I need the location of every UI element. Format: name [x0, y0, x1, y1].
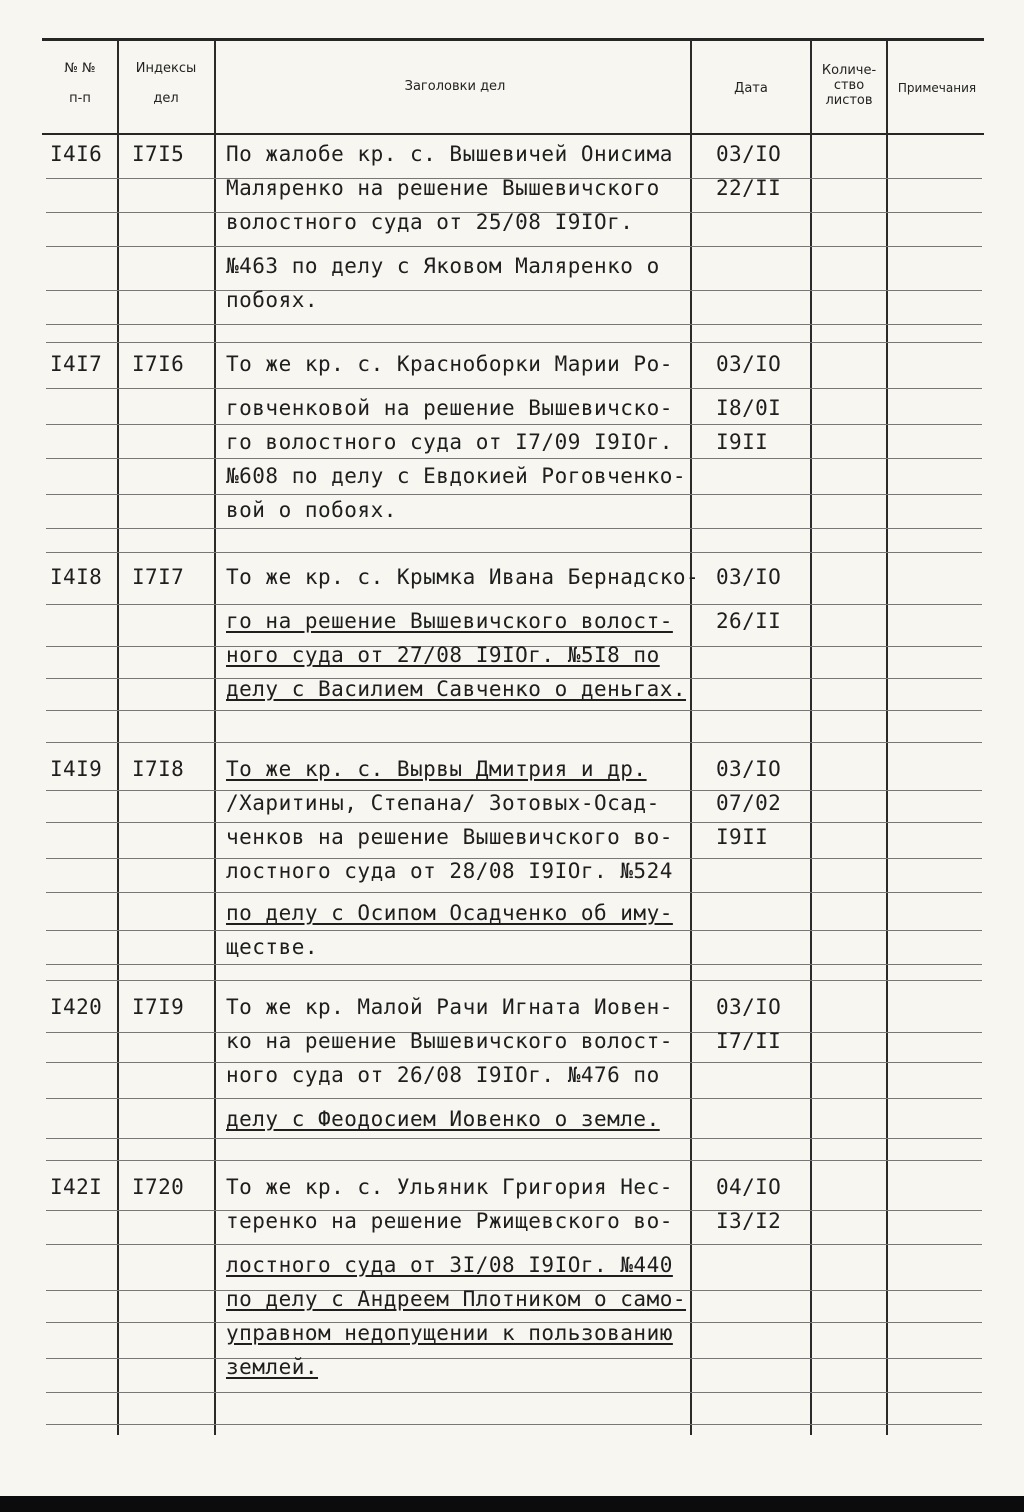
- record-title-line: То же кр. с. Ульяник Григория Нес-: [226, 1175, 673, 1199]
- record-date: 03/IO: [716, 757, 782, 781]
- header-title-text: Заголовки дел: [404, 79, 506, 94]
- header-num: [46, 60, 114, 107]
- record-title-line: говченковой на решение Вышевичско-: [226, 396, 673, 420]
- record-index: I7I7: [132, 565, 185, 589]
- header-notes-text: Примечания: [897, 81, 977, 95]
- ruled-line: [46, 1138, 982, 1139]
- header-date: [692, 80, 810, 98]
- ruled-line: [46, 290, 982, 291]
- column-divider: [810, 40, 812, 1435]
- record-date: I8/0I: [716, 396, 782, 420]
- record-date: 03/IO: [716, 352, 782, 376]
- record-number: I42I: [50, 1175, 103, 1199]
- ruled-line: [46, 710, 982, 711]
- record-title-line: го на решение Вышевичского волост-: [226, 609, 673, 633]
- record-title-line: делу с Феодосием Иовенко о земле.: [226, 1107, 660, 1131]
- header-count-line2: ство: [833, 77, 865, 93]
- record-title-line: управном недопущении к пользованию: [226, 1321, 673, 1345]
- record-title-line: по делу с Осипом Осадченко об иму-: [226, 901, 673, 925]
- ruled-line: [46, 964, 982, 965]
- record-title-line: го волостного суда от I7/09 I9IOг.: [226, 430, 673, 454]
- record-number: I4I8: [50, 565, 103, 589]
- record-title-line: Маляренко на решение Вышевичского: [226, 176, 660, 200]
- ruled-line: [46, 1244, 982, 1245]
- header-title: [220, 78, 690, 96]
- ruled-line: [46, 1392, 982, 1393]
- header-num-line1: № №: [64, 61, 96, 76]
- record-number: I4I9: [50, 757, 103, 781]
- record-title-line: ко на решение Вышевичского волост-: [226, 1029, 673, 1053]
- header-index-line2: дел: [153, 90, 179, 106]
- ruled-line: [46, 552, 982, 553]
- record-title-line: теренко на решение Ржищевского во-: [226, 1209, 673, 1233]
- record-number: I4I6: [50, 142, 103, 166]
- header-date-text: Дата: [734, 81, 768, 96]
- record-title-line: лостного суда от 28/08 I9IOг. №524: [226, 859, 673, 883]
- record-title-line: То же кр. с. Красноборки Марии Ро-: [226, 352, 673, 376]
- record-date: I9II: [716, 825, 769, 849]
- record-number: I420: [50, 995, 103, 1019]
- record-date: 03/IO: [716, 142, 782, 166]
- record-date: 22/II: [716, 176, 782, 200]
- ruled-line: [46, 342, 982, 343]
- record-date: 04/IO: [716, 1175, 782, 1199]
- ruled-line: [46, 1358, 982, 1359]
- record-date: I7/II: [716, 1029, 782, 1053]
- header-count-line1: Количе-: [821, 63, 877, 78]
- ruled-line: [46, 424, 982, 425]
- header-index-line1: Индексы: [135, 61, 197, 76]
- ruled-line: [46, 892, 982, 893]
- record-title-line: ченков на решение Вышевичского во-: [226, 825, 673, 849]
- ruled-line: [46, 1160, 982, 1161]
- ruled-line: [46, 1098, 982, 1099]
- record-index: I7I6: [132, 352, 185, 376]
- record-date: 26/II: [716, 609, 782, 633]
- record-title-line: То же кр. с. Вырвы Дмитрия и др.: [226, 757, 647, 781]
- record-title-line: делу с Василием Савченко о деньгах.: [226, 677, 687, 701]
- record-date: 03/IO: [716, 565, 782, 589]
- record-title-line: ного суда от 27/08 I9IOг. №5I8 по: [226, 643, 660, 667]
- record-title-line: побоях.: [226, 288, 319, 312]
- scan-bottom-edge: [0, 1496, 1024, 1512]
- record-title-line: №463 по делу с Яковом Маляренко о: [226, 254, 660, 278]
- header-index: [120, 60, 212, 107]
- ruled-line: [46, 742, 982, 743]
- ruled-line: [46, 246, 982, 247]
- ruled-line: [46, 494, 982, 495]
- record-index: I7I9: [132, 995, 185, 1019]
- record-date: I3/I2: [716, 1209, 782, 1233]
- column-divider: [886, 40, 888, 1435]
- ruled-line: [46, 528, 982, 529]
- record-title-line: лостного суда от 3I/08 I9IOг. №440: [226, 1253, 673, 1277]
- header-count-line3: листов: [825, 92, 873, 108]
- record-title-line: По жалобе кр. с. Вышевичей Онисима: [226, 142, 673, 166]
- record-title-line: по делу с Андреем Плотником о само-: [226, 1287, 687, 1311]
- record-date: 03/IO: [716, 995, 782, 1019]
- record-title-line: То же кр. с. Крымка Ивана Бернадско-: [226, 565, 700, 589]
- ruled-line: [46, 930, 982, 931]
- ruled-line: [46, 388, 982, 389]
- record-number: I4I7: [50, 352, 103, 376]
- ruled-line: [46, 1424, 982, 1425]
- record-date: I9II: [716, 430, 769, 454]
- header-num-line2: п-п: [69, 90, 91, 106]
- record-title-line: вой о побоях.: [226, 498, 397, 522]
- column-divider: [690, 40, 692, 1435]
- ruled-line: [46, 604, 982, 605]
- ruled-line: [46, 324, 982, 325]
- record-index: I7I5: [132, 142, 185, 166]
- record-title-line: №608 по делу с Евдокией Роговченко-: [226, 464, 687, 488]
- column-divider: [117, 40, 119, 1435]
- record-title-line: ного суда от 26/08 I9IOг. №476 по: [226, 1063, 660, 1087]
- record-title-line: ществе.: [226, 935, 319, 959]
- record-index: I7I8: [132, 757, 185, 781]
- header-notes: [887, 80, 987, 96]
- record-title-line: землей.: [226, 1355, 319, 1379]
- record-title-line: волостного суда от 25/08 I9IOг.: [226, 210, 634, 234]
- column-divider: [214, 40, 216, 1435]
- ruled-line: [46, 822, 982, 823]
- header-count: [812, 64, 886, 109]
- record-title-line: /Харитины, Степана/ Зотовых-Осад-: [226, 791, 660, 815]
- record-index: I720: [132, 1175, 185, 1199]
- top-border: [42, 38, 984, 41]
- ruled-line: [46, 980, 982, 981]
- record-title-line: То же кр. Малой Рачи Игната Иовен-: [226, 995, 673, 1019]
- ruled-line: [46, 458, 982, 459]
- header-border: [42, 133, 984, 135]
- record-date: 07/02: [716, 791, 782, 815]
